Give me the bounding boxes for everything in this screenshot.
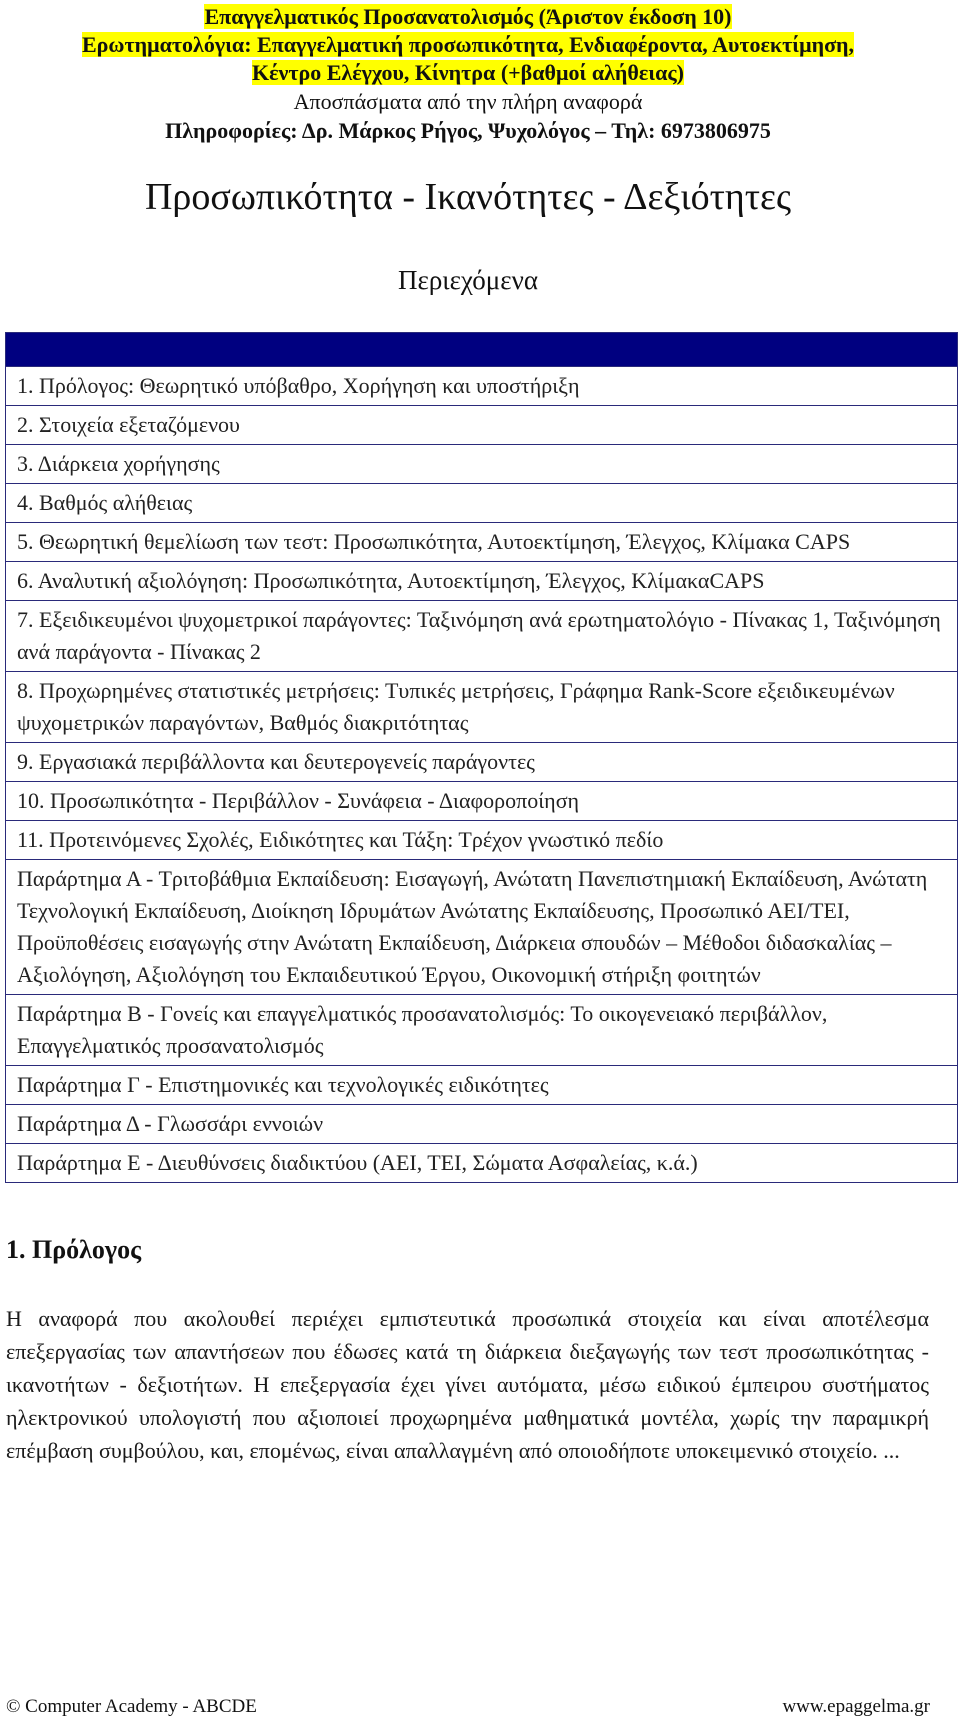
toc-item: Παράρτημα Β - Γονείς και επαγγελματικός προσανατολισμός: Το οικογενειακό περιβάλλον, Επαγγελματικός προσανατολισμός: [6, 994, 957, 1065]
toc-item: 11. Προτεινόμενες Σχολές, Ειδικότητες και Τάξη: Τρέχον γνωστικό πεδίο: [6, 820, 957, 859]
toc-item: Παράρτημα Δ - Γλωσσάρι εννοιών: [6, 1104, 957, 1143]
toc-header-bar: [6, 333, 957, 366]
section-title: 1. Πρόλογος: [6, 1235, 142, 1264]
toc-item: 1. Πρόλογος: Θεωρητικό υπόβαθρο, Χορήγηση και υποστήριξη: [6, 366, 957, 405]
toc-item: Παράρτημα Ε - Διευθύνσεις διαδικτύου (ΑΕΙ, ΤΕΙ, Σώματα Ασφαλείας, κ.ά.): [6, 1143, 957, 1182]
header-line-2: [0, 32, 936, 58]
toc-item: 7. Εξειδικευμένοι ψυχομετρικοί παράγοντες: Ταξινόμηση ανά ερωτηματολόγιο - Πίνακας 1, Ταξινόμηση ανά παράγοντα - Πίνακας 2: [6, 600, 957, 671]
header-line-5: Πληροφορίες: Δρ. Μάρκος Ρήγος, Ψυχολόγος – Τηλ: 6973806975: [165, 118, 771, 143]
toc-table: [5, 332, 958, 1183]
toc-item: 6. Αναλυτική αξιολόγηση: Προσωπικότητα, Αυτοεκτίμηση, Έλεγχος, ΚλίμακαCAPS: [6, 561, 957, 600]
footer-website: www.epaggelma.gr: [782, 1696, 930, 1717]
toc-item: 9. Εργασιακά περιβάλλοντα και δευτερογενείς παράγοντες: [6, 742, 957, 781]
toc-item: 8. Προχωρημένες στατιστικές μετρήσεις: Τυπικές μετρήσεις, Γράφημα Rank-Score εξειδικευμένων ψυχομετρικών παραγόντων, Βαθμός διακριτότητας: [6, 671, 957, 742]
page-title: Προσωπικότητα - Ικανότητες - Δεξιότητες: [144, 176, 792, 218]
toc-item: 2. Στοιχεία εξεταζόμενου: [6, 405, 957, 444]
toc-item: 4. Βαθμός αλήθειας: [6, 483, 957, 522]
header-line-3: [0, 60, 936, 86]
header-line-2-text: Ερωτηματολόγια: Επαγγελματική προσωπικότητα, Ενδιαφέροντα, Αυτοεκτίμηση,: [81, 32, 855, 57]
footer-copyright: © Computer Academy - ABCDE: [6, 1696, 257, 1717]
toc-item: 5. Θεωρητική θεμελίωση των τεστ: Προσωπικότητα, Αυτοεκτίμηση, Έλεγχος, Κλίμακα CAPS: [6, 522, 957, 561]
toc-item: 10. Προσωπικότητα - Περιβάλλον - Συνάφεια - Διαφοροποίηση: [6, 781, 957, 820]
toc-item: Παράρτημα Γ - Επιστημονικές και τεχνολογικές ειδικότητες: [6, 1065, 957, 1104]
toc-item: Παράρτημα Α - Τριτοβάθμια Εκπαίδευση: Εισαγωγή, Ανώτατη Πανεπιστημιακή Εκπαίδευση, Ανώτατη Τεχνολογική Εκπαίδευση, Διοίκηση Ιδρυμάτων Ανώτατης Εκπαίδευσης, Προσωπικό ΑΕΙ/ΤΕΙ, Προϋποθέσεις εισαγωγής στην Ανώτατη Εκπαίδευση, Διάρκεια σπουδών – Μέθοδοι διδασκαλίας – Αξιολόγηση, Αξιολόγηση του Εκπαιδευτικού Έργου, Οικονομική στήριξη φοιτητών: [6, 859, 957, 994]
header-line-1-text: Επαγγελματικός Προσανατολισμός (Άριστον έκδοση 10): [204, 4, 732, 29]
header-line-4: Αποσπάσματα από την πλήρη αναφορά: [293, 89, 643, 114]
section-paragraph: Η αναφορά που ακολουθεί περιέχει εμπιστευτικά προσωπικά στοιχεία και είναι αποτέλεσμα επεξεργασίας των απαντήσεων που έδωσες κατά τη διάρκεια διεξαγωγής των τεστ προσωπικότητας - ικανοτήτων - δεξιοτήτων. Η επεξεργασία έχει γίνει αυτόματα, μέσω ειδικού έμπειρου συστήματος ηλεκτρονικού υπολογιστή που αξιοποιεί προχωρημένα μαθηματικά μοντέλα, χωρίς την παραμικρή επέμβαση συμβούλου, και, επομένως, είναι απαλλαγμένη από οποιοδήποτε υποκειμενικό στοιχείο. ...: [6, 1306, 929, 1463]
toc-item: 3. Διάρκεια χορήγησης: [6, 444, 957, 483]
header-line-1: [0, 4, 936, 30]
toc-heading: Περιεχόμενα: [398, 265, 538, 295]
header-line-3-text: Κέντρο Ελέγχου, Κίνητρα (+βαθμοί αλήθειας): [252, 60, 684, 85]
